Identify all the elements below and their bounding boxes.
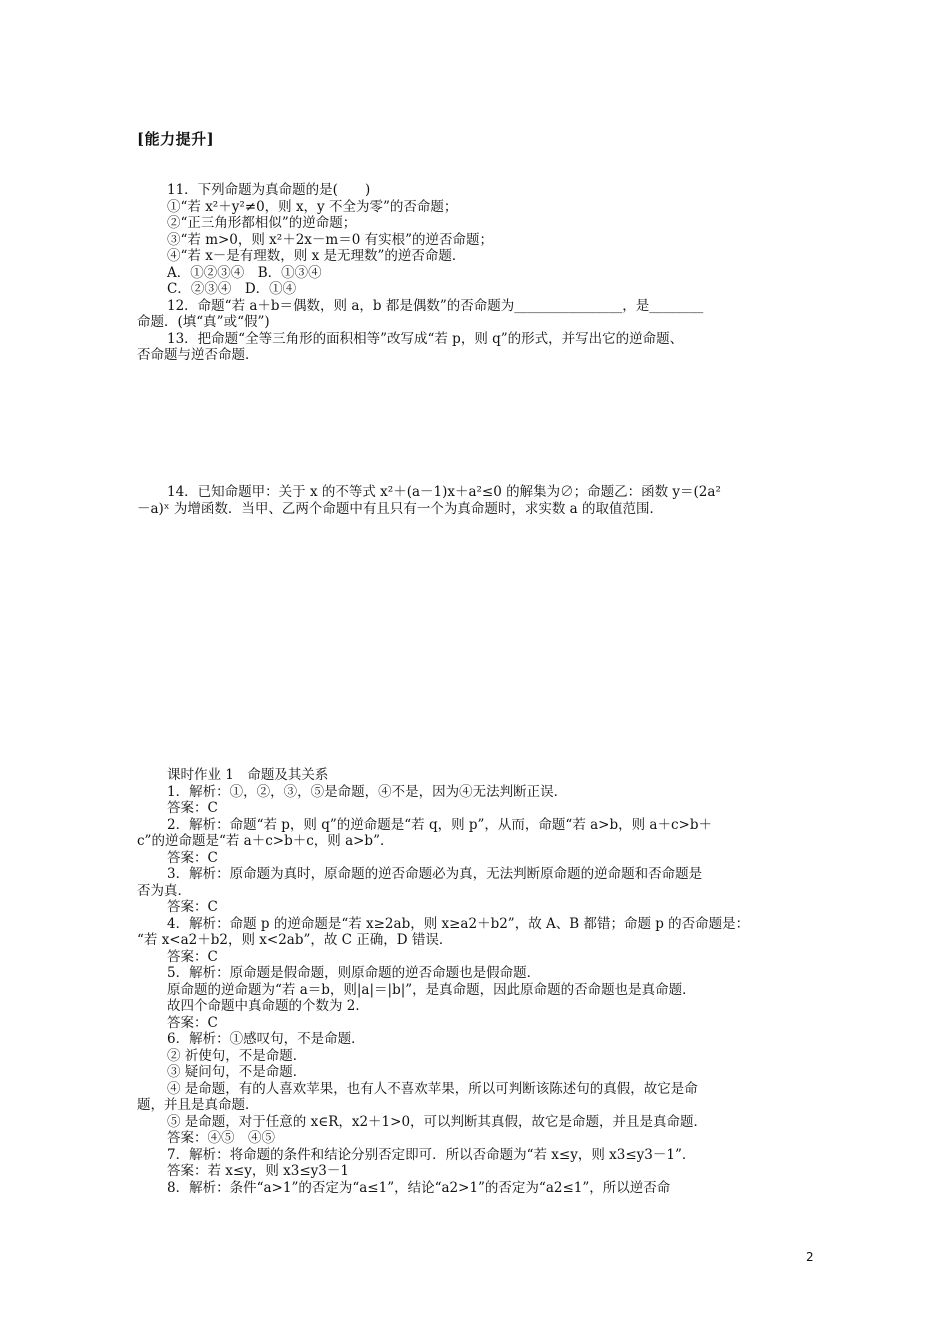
page-number: 2 [806, 1250, 814, 1264]
text-line: 14．已知命题甲：关于 x 的不等式 x²＋(a－1)x＋a²≤0 的解集为∅；命题乙：函数 y＝(2a² [167, 484, 721, 500]
text-line: ③ 疑问句，不是命题． [167, 1064, 307, 1080]
text-line: ②“正三角形都相似”的逆命题； [167, 215, 357, 231]
text-line: ④“若 x－是有理数，则 x 是无理数”的逆否命题． [167, 248, 466, 264]
text-line: “若 x<a2＋b2，则 x<2ab”，故 C 正确，D 错误． [137, 932, 453, 948]
text-line: c”的逆命题是“若 a＋c>b＋c，则 a>b”． [137, 833, 394, 849]
section-title: [能力提升] [137, 130, 215, 148]
text-line: 答案：C [167, 849, 218, 866]
text-line: C．②③④ D．①④ [167, 281, 297, 297]
text-line: 答案：C [167, 800, 218, 816]
text-line: 原命题的逆命题为“若 a＝b，则|a|＝|b|”，是真命题，因此原命题的否命题也是真命题． [167, 981, 696, 998]
problem-14-block [137, 484, 817, 517]
text-line: 12．命题“若 a＋b＝偶数，则 a，b 都是偶数”的否命题为________________，是________ [167, 297, 704, 314]
text-line: 3．解析：原命题为真时，原命题的逆否命题必为真，无法判断原命题的逆命题和否命题是 [167, 866, 703, 882]
text-line: 课时作业 1 命题及其关系 [167, 767, 329, 783]
text-line: 11．下列命题为真命题的是( ) [167, 182, 371, 198]
text-line: 答案：C [167, 948, 218, 965]
text-line: 答案：C [167, 899, 218, 915]
text-line: 13．把命题“全等三角形的面积相等”改写成“若 p，则 q”的形式，并写出它的逆命题、 [167, 330, 684, 347]
text-line: A．①②③④ B．①③④ [167, 264, 322, 281]
text-line: 否为真． [137, 882, 191, 899]
text-line: －a)ˣ 为增函数．当甲、乙两个命题中有且只有一个为真命题时，求实数 a 的取值范围． [137, 500, 663, 517]
text-line: 答案：C [167, 1014, 218, 1031]
exercises-block [137, 182, 817, 364]
text-line: ⑤ 是命题，对于任意的 x∈R，x2＋1>0，可以判断其真假，故它是命题，并且是真命题． [167, 1113, 708, 1130]
text-line: 否命题与逆否命题． [137, 347, 259, 363]
text-line: 7．解析：将命题的条件和结论分别否定即可．所以否命题为“若 x≤y，则 x3≤y3－1”． [167, 1146, 696, 1163]
text-line: ② 祈使句，不是命题． [167, 1047, 307, 1064]
text-line: 5．解析：原命题是假命题，则原命题的逆否命题也是假命题． [167, 965, 541, 981]
answers-block [137, 767, 817, 1196]
text-line: 2．解析：命题“若 p，则 q”的逆命题是“若 q，则 p”，从而，命题“若 a>b，则 a＋c>b＋ [167, 816, 712, 833]
text-line: 故四个命题中真命题的个数为 2． [167, 998, 369, 1014]
text-line: 命题．(填“真”或“假”) [137, 314, 270, 330]
text-line: 题，并且是真命题． [137, 1097, 259, 1113]
text-line: 答案：若 x≤y，则 x3≤y3－1 [167, 1163, 349, 1179]
text-line: 8．解析：条件“a>1”的否定为“a≤1”，结论“a2>1”的否定为“a2≤1”，所以逆否命 [167, 1179, 671, 1196]
text-line: ③“若 m>0，则 x²＋2x－m＝0 有实根”的逆否命题； [167, 231, 493, 248]
text-line: 4．解析：命题 p 的逆命题是“若 x≥2ab，则 x≥a2＋b2”，故 A、B 都错；命题 p 的否命题是： [167, 915, 750, 932]
text-line: ④ 是命题，有的人喜欢苹果，也有人不喜欢苹果，所以可判断该陈述句的真假，故它是命 [167, 1080, 698, 1097]
text-line: 1．解析：①，②，③，⑤是命题，④不是，因为④无法判断正误． [167, 783, 568, 800]
text-line: 6．解析：①感叹句，不是命题． [167, 1031, 365, 1047]
text-line: ①“若 x²＋y²≠0，则 x，y 不全为零”的否命题； [167, 198, 458, 215]
text-line: 答案：④⑤ ④⑤ [167, 1130, 275, 1146]
